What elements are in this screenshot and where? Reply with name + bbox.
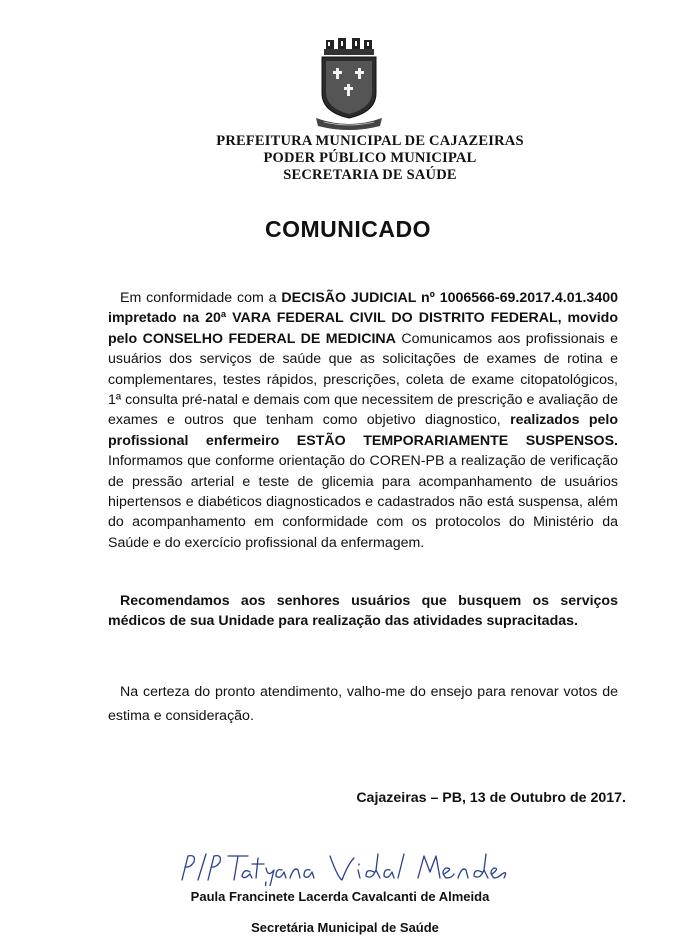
signer-name: Paula Francinete Lacerda Cavalcanti de Almeida [190, 889, 490, 904]
date-line: Cajazeiras – PB, 13 de Outubro de 2017. [356, 790, 626, 806]
letterhead-line-3: SECRETARIA DE SAÚDE [283, 167, 457, 183]
recommendation-paragraph [108, 591, 618, 632]
signer-role: Secretária Municipal de Saúde [251, 920, 439, 935]
recommendation-text: Recomendamos aos senhores usuários que busquem os serviços médicos de sua Unidade para realização das atividades supracitadas. [108, 593, 618, 630]
paragraph-text-3: Informamos que conforme orientação do COREN-PB a realização de verificação de pressão arterial e teste de glicemia para acompanhamento de usuários hipertensos e diabéticos diagnosticados e cadastrados não está suspensa, além do acompanhamento em conformidade com os protocolos do Ministério da Saúde e do exercício profissional da enfermagem. [108, 453, 618, 551]
closing-text: Na certeza do pronto atendimento, valho-me do ensejo para renovar votos de estima e consideração. [108, 684, 618, 724]
signature-icon [178, 850, 508, 886]
suspension-notice: realizados pelo profissional enfermeiro ESTÃO TEMPORARIAMENTE SUSPENSOS. [108, 412, 618, 449]
document-title: COMUNICADO [265, 216, 431, 242]
main-paragraph [108, 288, 618, 553]
municipal-coat-of-arms-icon [314, 38, 384, 130]
coat-of-arms [314, 38, 384, 130]
court-decision-reference: DECISÃO JUDICIAL nº 1006566-69.2017.4.01.3400 impretado na 20ª VARA FEDERAL CIVIL DO DISTRITO FEDERAL, movido pelo CONSELHO FEDERAL DE MEDICINA [108, 290, 618, 347]
closing-paragraph [108, 680, 618, 728]
letterhead [0, 133, 696, 184]
letterhead-line-1: PREFEITURA MUNICIPAL DE CAJAZEIRAS [216, 133, 524, 149]
paragraph-text-1: Em conformidade com a [120, 290, 282, 306]
letterhead-line-2: PODER PÚBLICO MUNICIPAL [263, 150, 477, 166]
paragraph-text-2: Comunicamos aos profissionais e usuários dos serviços de saúde que as solicitações de exames de rotina e complementares, testes rápidos, prescrições, coleta de exame citopatológicos, 1ª consulta pré-natal e demais com que necessitem de prescrição e avaliação de exames e outros que tenham como objetivo diagnostico, [108, 330, 618, 429]
handwritten-signature [178, 850, 508, 886]
